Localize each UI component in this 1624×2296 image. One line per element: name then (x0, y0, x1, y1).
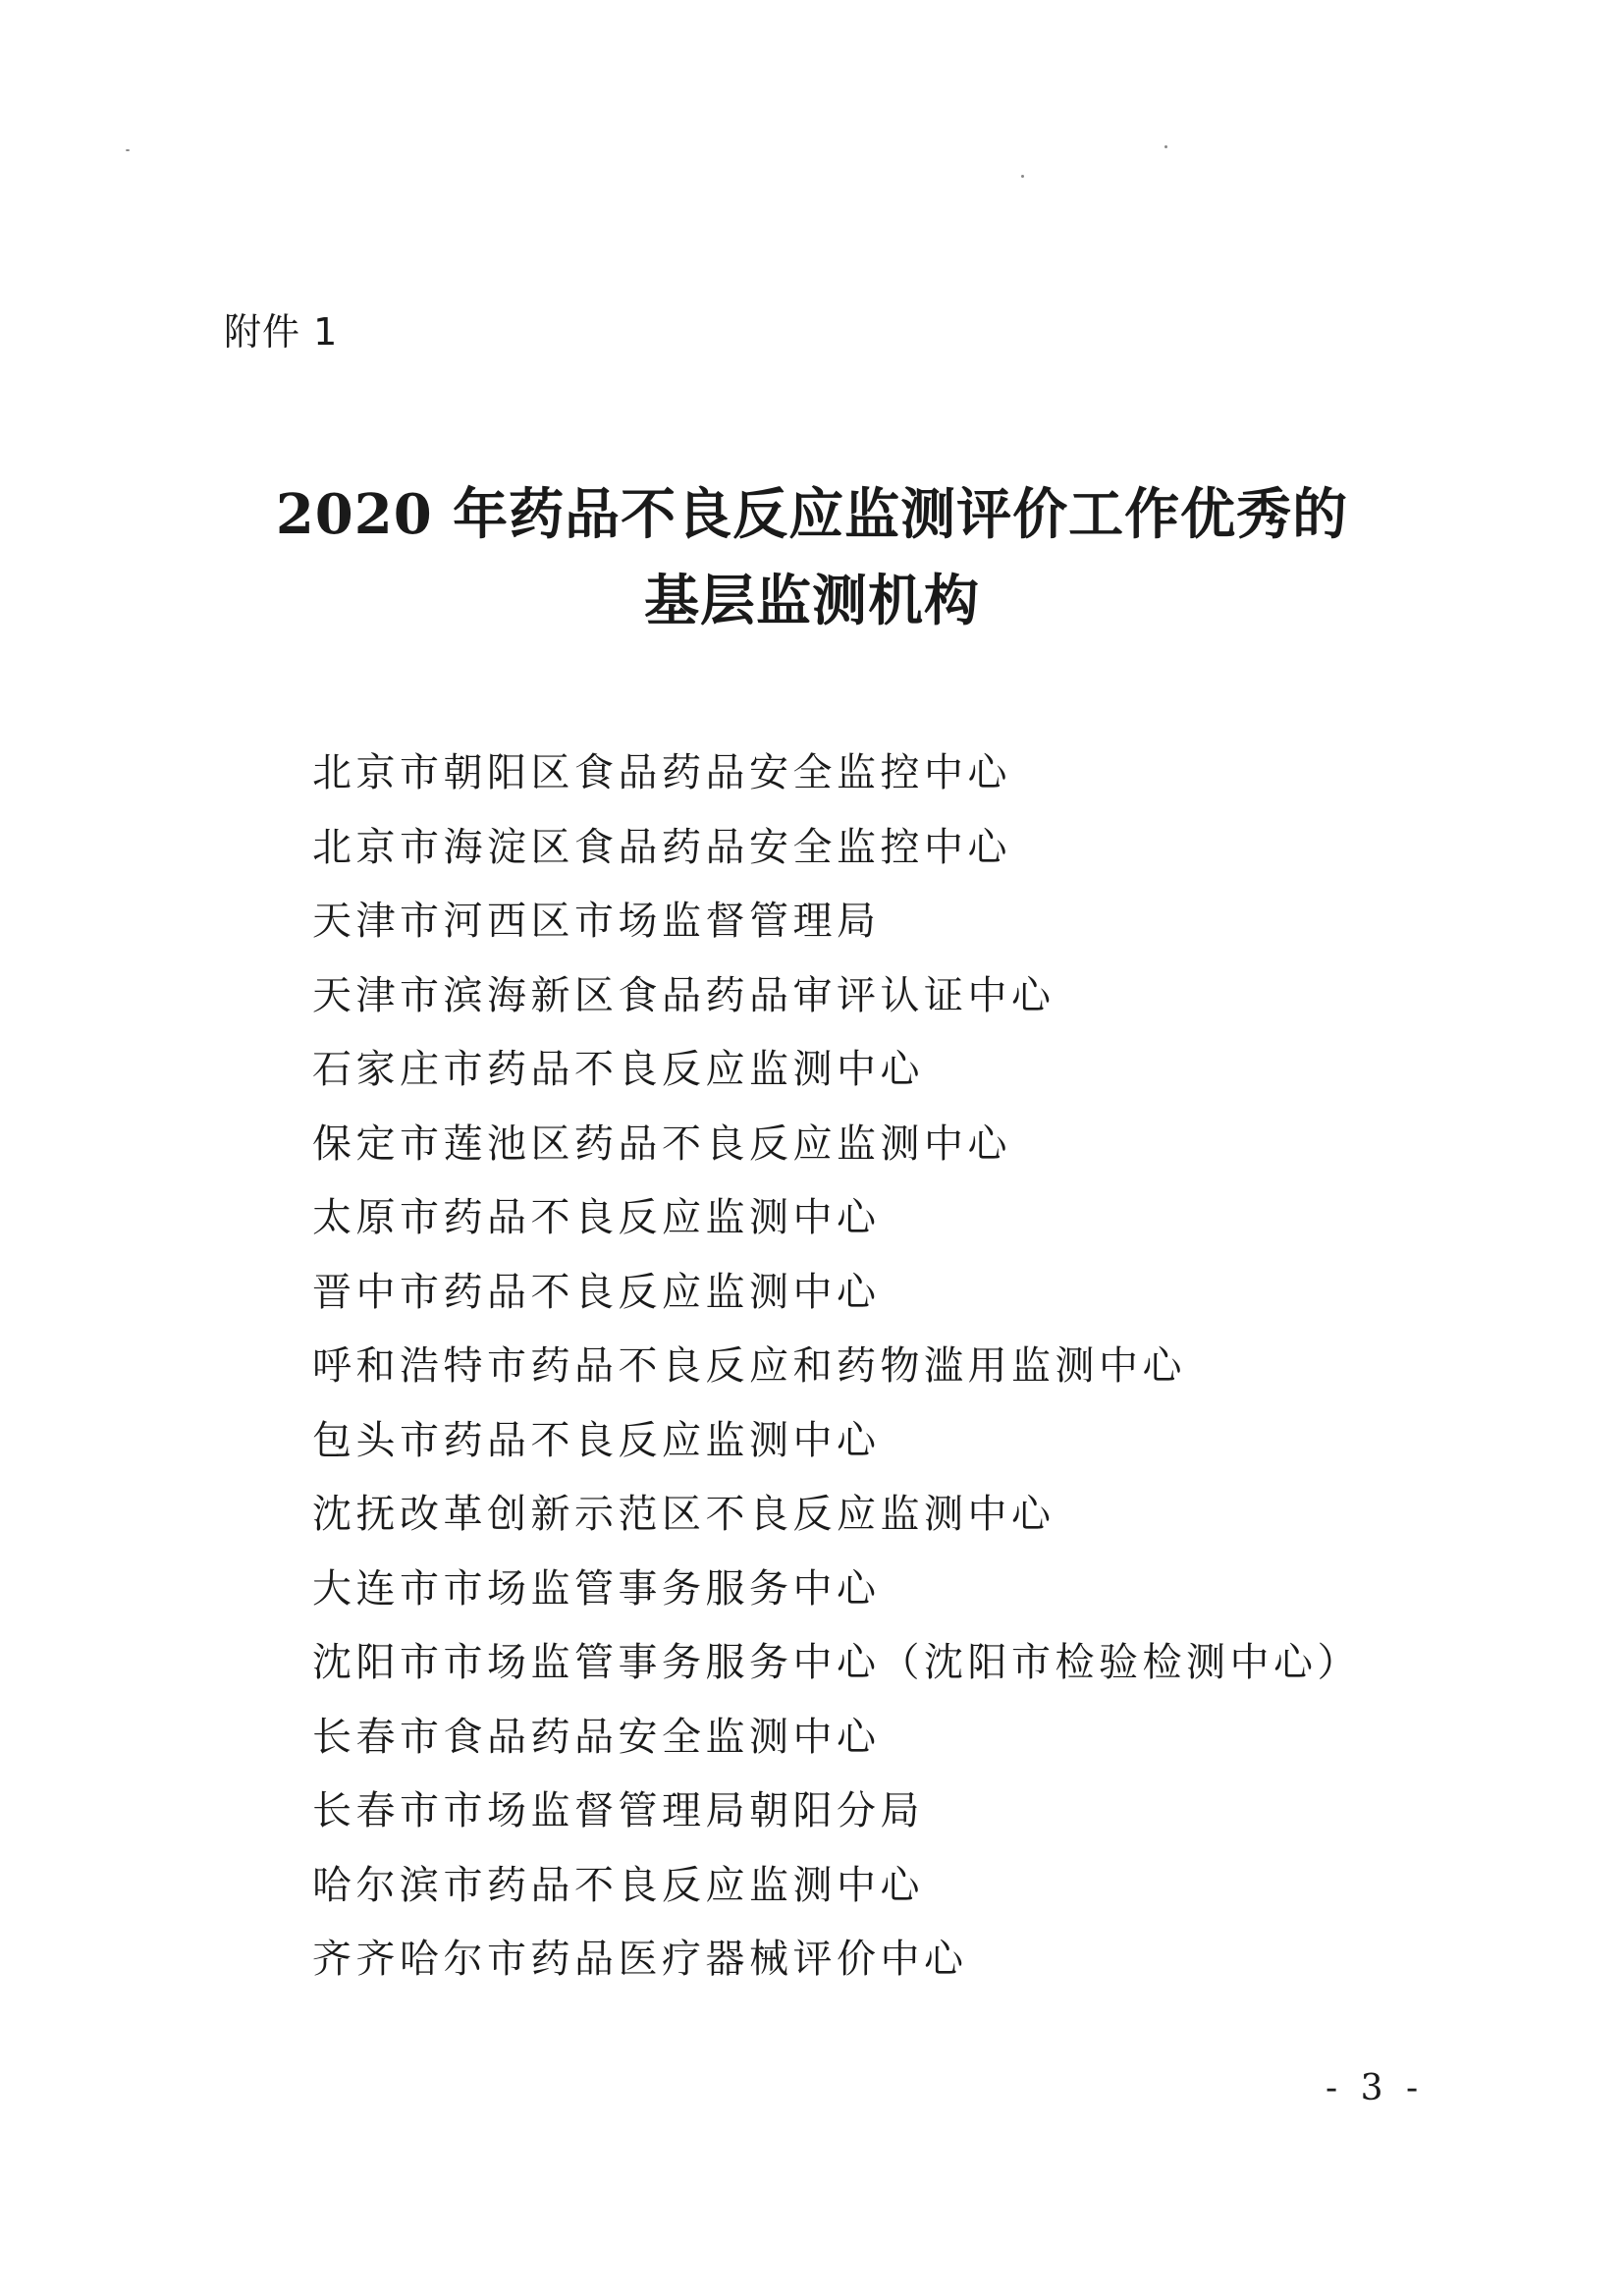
list-item: 沈抚改革创新示范区不良反应监测中心 (312, 1492, 1056, 1537)
scan-speck (1021, 175, 1024, 178)
list-item: 太原市药品不良反应监测中心 (312, 1195, 881, 1240)
institution-list (312, 737, 1361, 1997)
list-item: 天津市滨海新区食品药品审评认证中心 (312, 972, 1056, 1018)
list-item: 长春市市场监督管理局朝阳分局 (312, 1788, 924, 1833)
title-line-2: 基层监测机构 (644, 569, 980, 633)
list-item: 大连市市场监管事务服务中心 (312, 1565, 881, 1612)
list-item: 呼和浩特市药品不良反应和药物滥用监测中心 (312, 1343, 1186, 1389)
list-item: 长春市食品药品安全监测中心 (312, 1714, 881, 1760)
list-item: 晋中市药品不良反应监测中心 (312, 1269, 881, 1315)
scan-speck (1164, 145, 1167, 148)
list-item: 沈阳市市场监管事务服务中心（沈阳市检验检测中心） (312, 1640, 1361, 1685)
list-item: 齐齐哈尔市药品医疗器械评价中心 (312, 1937, 968, 1982)
list-item: 北京市朝阳区食品药品安全监控中心 (312, 750, 1011, 795)
document-title (0, 471, 1624, 644)
scan-speck (126, 149, 130, 151)
list-item: 石家庄市药品不良反应监测中心 (312, 1047, 924, 1092)
list-item: 保定市莲池区药品不良反应监测中心 (312, 1121, 1011, 1167)
title-line-1: 2020 年药品不良反应监测评价工作优秀的 (275, 482, 1349, 547)
page-number: - 3 - (1326, 2068, 1425, 2108)
list-item: 包头市药品不良反应监测中心 (312, 1417, 881, 1463)
attachment-label: 附件 1 (224, 310, 339, 354)
list-item: 北京市海淀区食品药品安全监控中心 (312, 824, 1011, 870)
list-item: 天津市河西区市场监督管理局 (312, 899, 881, 944)
list-item: 哈尔滨市药品不良反应监测中心 (312, 1862, 924, 1908)
